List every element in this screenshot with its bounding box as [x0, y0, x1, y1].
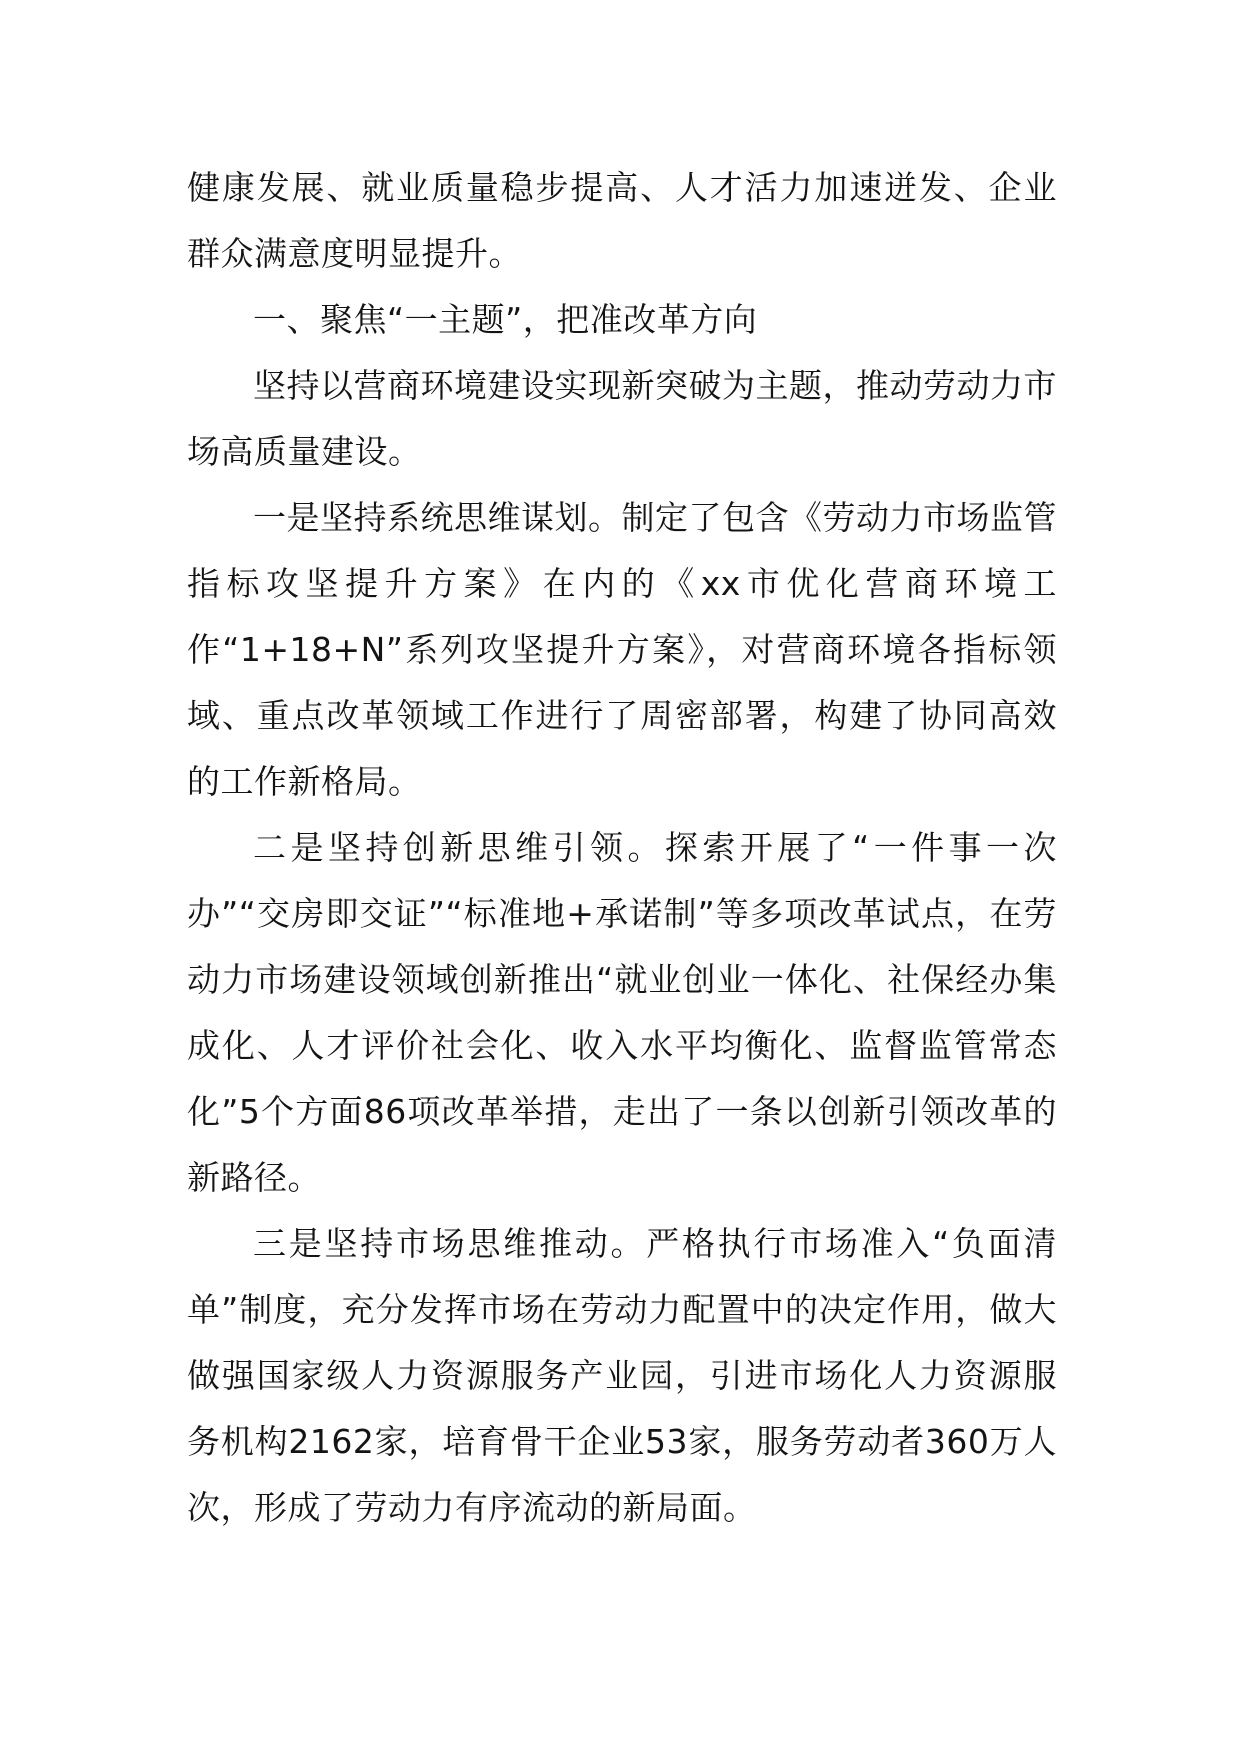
- paragraph-continuation: 健康发展、就业质量稳步提高、人才活力加速迸发、企业群众满意度明显提升。: [187, 168, 1057, 273]
- paragraph-systems-thinking: 一是坚持系统思维谋划。制定了包含《劳动力市场监管指标攻坚提升方案》在内的《xx市优化营商环境工作“1+18+N”系列攻坚提升方案》，对营商环境各指标领域、重点改革领域工作进行了周密部署，构建了协同高效的工作新格局。: [187, 498, 1057, 801]
- section-heading: 一、聚焦“一主题”，把准改革方向: [253, 300, 758, 339]
- paragraph-theme: 坚持以营商环境建设实现新突破为主题，推动劳动力市场高质量建设。: [187, 366, 1057, 471]
- paragraph-innovation-thinking: 二是坚持创新思维引领。探索开展了“一件事一次办”“交房即交证”“标准地+承诺制”等多项改革试点，在劳动力市场建设领域创新推出“就业创业一体化、社保经办集成化、人才评价社会化、收入水平均衡化、监督监管常态化”5个方面86项改革举措，走出了一条以创新引领改革的新路径。: [187, 828, 1057, 1197]
- paragraph-market-thinking: 三是坚持市场思维推动。严格执行市场准入“负面清单”制度，充分发挥市场在劳动力配置中的决定作用，做大做强国家级人力资源服务产业园，引进市场化人力资源服务机构2162家，培育骨干企业53家，服务劳动者360万人次，形成了劳动力有序流动的新局面。: [187, 1224, 1057, 1527]
- document-body: [187, 155, 1057, 1541]
